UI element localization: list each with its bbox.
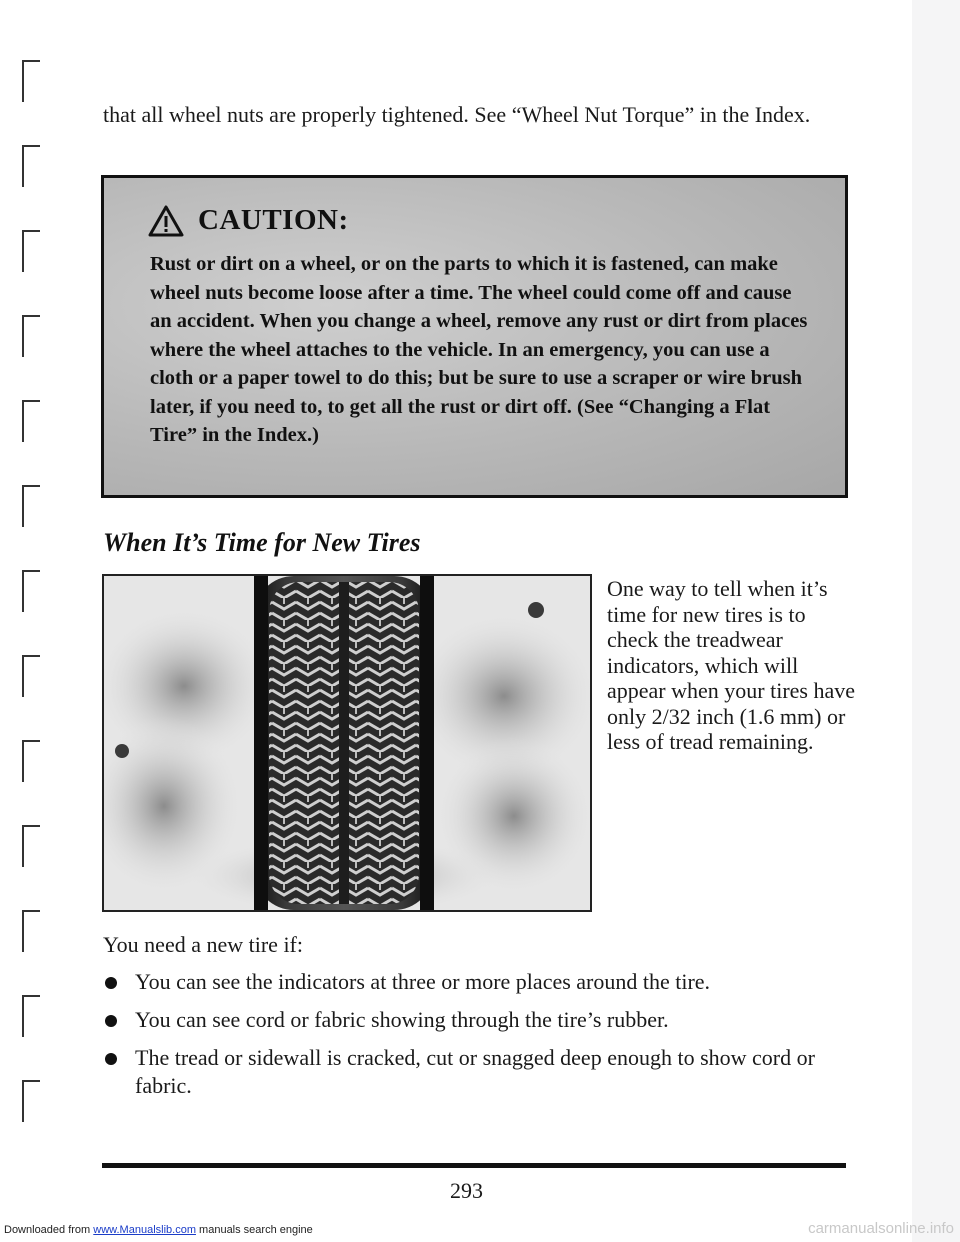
- crop-mark: [22, 995, 40, 1037]
- crop-mark: [22, 825, 40, 867]
- need-new-tire-intro: You need a new tire if:: [103, 932, 303, 957]
- download-footer: [4, 1224, 313, 1236]
- crop-mark: [22, 485, 40, 527]
- caution-header: [148, 204, 349, 237]
- right-margin-strip: [912, 0, 960, 1242]
- crop-mark: [22, 230, 40, 272]
- crop-mark: [22, 1080, 40, 1122]
- new-tire-conditions-list: [103, 968, 863, 1110]
- list-item: [103, 1006, 863, 1034]
- crop-mark: [22, 910, 40, 952]
- crop-mark: [22, 60, 40, 102]
- crop-mark: [22, 740, 40, 782]
- list-item: [103, 1044, 863, 1100]
- caution-title: CAUTION:: [198, 204, 349, 236]
- list-item-text: You can see the indicators at three or more places around the tire.: [135, 969, 711, 994]
- caution-text: Rust or dirt on a wheel, or on the parts to which it is fastened, can make wheel nuts become loose after a time. The wheel could come off and cause an accident. When you change a wheel, remove any rust or dirt from places where the wheel attaches to the vehicle. In an emergency, you can use a cloth or a paper towel to do this; but be sure to use a scraper or wire brush later, if you need to, to get all the rust or dirt off. (See “Changing a Flat Tire” in the Index.): [150, 253, 808, 446]
- watermark: carmanualsonline.info: [808, 1220, 954, 1237]
- crop-marks: [22, 60, 42, 1160]
- crop-mark: [22, 315, 40, 357]
- treadwear-description: One way to tell when it’s time for new tires is to check the treadwear indicators, which will appear when your tires have only 2/32 inch (1.6 mm) or less of tread remaining.: [607, 576, 856, 754]
- tire-illustration: [104, 576, 590, 910]
- section-heading: When It’s Time for New Tires: [103, 528, 421, 557]
- caution-box: [101, 175, 848, 498]
- bullet-icon: [105, 1015, 117, 1027]
- footer-prefix: Downloaded from: [4, 1224, 91, 1236]
- warning-triangle-icon: [148, 205, 184, 237]
- list-item-text: The tread or sidewall is cracked, cut or snagged deep enough to show cord or fabric.: [135, 1045, 815, 1098]
- manualslib-link[interactable]: www.Manualslib.com: [93, 1224, 196, 1236]
- list-item-text: You can see cord or fabric showing through the tire’s rubber.: [135, 1007, 669, 1032]
- list-item: [103, 968, 863, 996]
- intro-paragraph: that all wheel nuts are properly tightened. See “Wheel Nut Torque” in the Index.: [103, 102, 811, 127]
- crop-mark: [22, 655, 40, 697]
- footer-suffix: manuals search engine: [199, 1224, 313, 1236]
- tire-photo: [102, 574, 592, 912]
- bullet-icon: [105, 1053, 117, 1065]
- crop-mark: [22, 145, 40, 187]
- bullet-icon: [105, 977, 117, 989]
- crop-mark: [22, 400, 40, 442]
- footer-rule: [102, 1163, 846, 1168]
- crop-mark: [22, 570, 40, 612]
- page-number: 293: [450, 1178, 483, 1203]
